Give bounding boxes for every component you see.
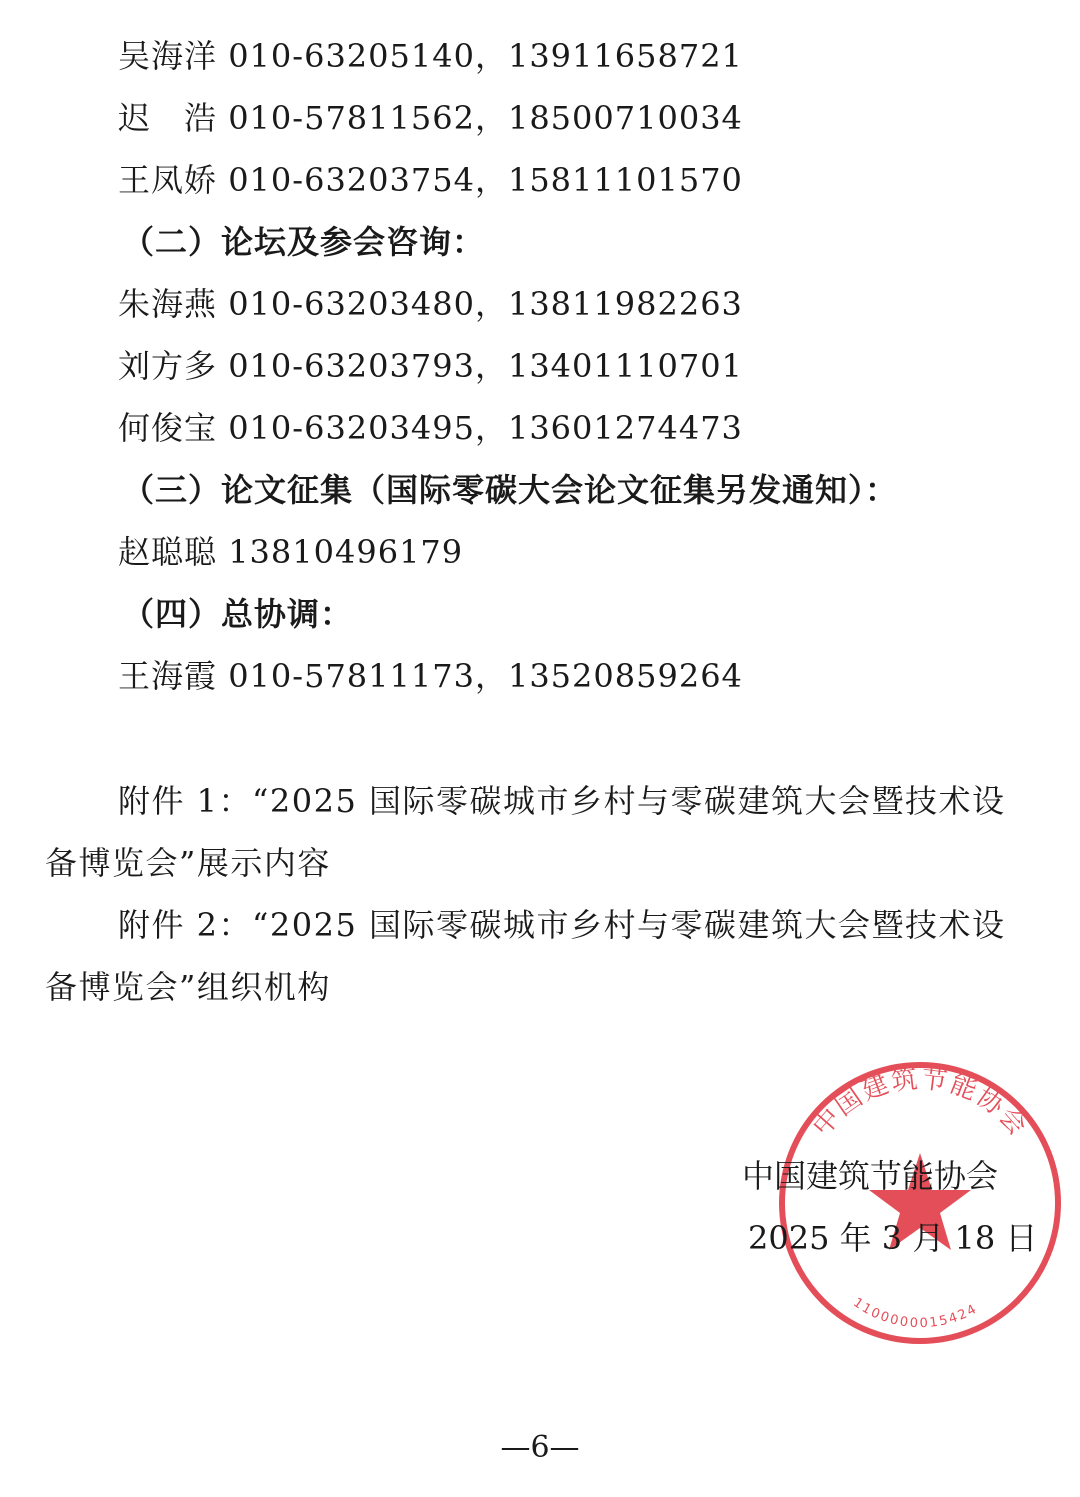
contact-name: 赵聪聪 [118, 533, 218, 571]
section-heading: （三）论文征集（国际零碳大会论文征集另发通知）： [122, 471, 899, 509]
contact-name: 何俊宝 [118, 409, 218, 447]
attachments [45, 770, 1025, 1018]
contact-phone: 010-57811173，13520859264 [228, 657, 743, 695]
signature-date: 2025 年 3 月 18 日 [748, 1219, 1038, 1257]
contact-name: 刘方多 [118, 347, 218, 385]
contact-line [118, 532, 463, 572]
contact-line [118, 98, 743, 138]
contact-line [118, 656, 743, 696]
contact-name: 吴海洋 [118, 37, 218, 75]
contact-phone: 010-63205140，13911658721 [228, 37, 743, 75]
contact-phone: 010-63203793，13401110701 [228, 347, 743, 385]
contact-phone: 010-63203495，13601274473 [228, 409, 743, 447]
contact-line [118, 160, 743, 200]
contact-line [118, 346, 743, 386]
official-seal-stamp [775, 1058, 1065, 1348]
contact-name: 王海霞 [118, 657, 218, 695]
contact-phone: 010-63203480，13811982263 [228, 285, 743, 323]
attachment-2: 附件 2：“2025 国际零碳城市乡村与零碳建筑大会暨技术设备博览会”组织机构 [45, 906, 1006, 1006]
contact-line [118, 284, 743, 324]
section-heading: （四）总协调： [122, 595, 354, 633]
page-number: —6— [500, 1430, 580, 1465]
section-heading: （二）论坛及参会咨询： [122, 223, 486, 261]
contact-line [118, 36, 743, 76]
contact-phone: 010-63203754，15811101570 [228, 161, 743, 199]
contact-name: 迟 浩 [118, 99, 218, 137]
contact-name: 王凤娇 [118, 161, 218, 199]
contact-name: 朱海燕 [118, 285, 218, 323]
contact-line [118, 408, 743, 448]
signature-org: 中国建筑节能协会 [742, 1157, 999, 1195]
contact-phone: 010-57811562，18500710034 [228, 99, 743, 137]
seal-text: 中国建筑节能协会 [807, 1064, 1034, 1143]
attachment-1: 附件 1：“2025 国际零碳城市乡村与零碳建筑大会暨技术设备博览会”展示内容 [45, 782, 1006, 882]
seal-number: 1100000015424 [850, 1295, 981, 1332]
contact-phone: 13810496179 [228, 533, 464, 571]
